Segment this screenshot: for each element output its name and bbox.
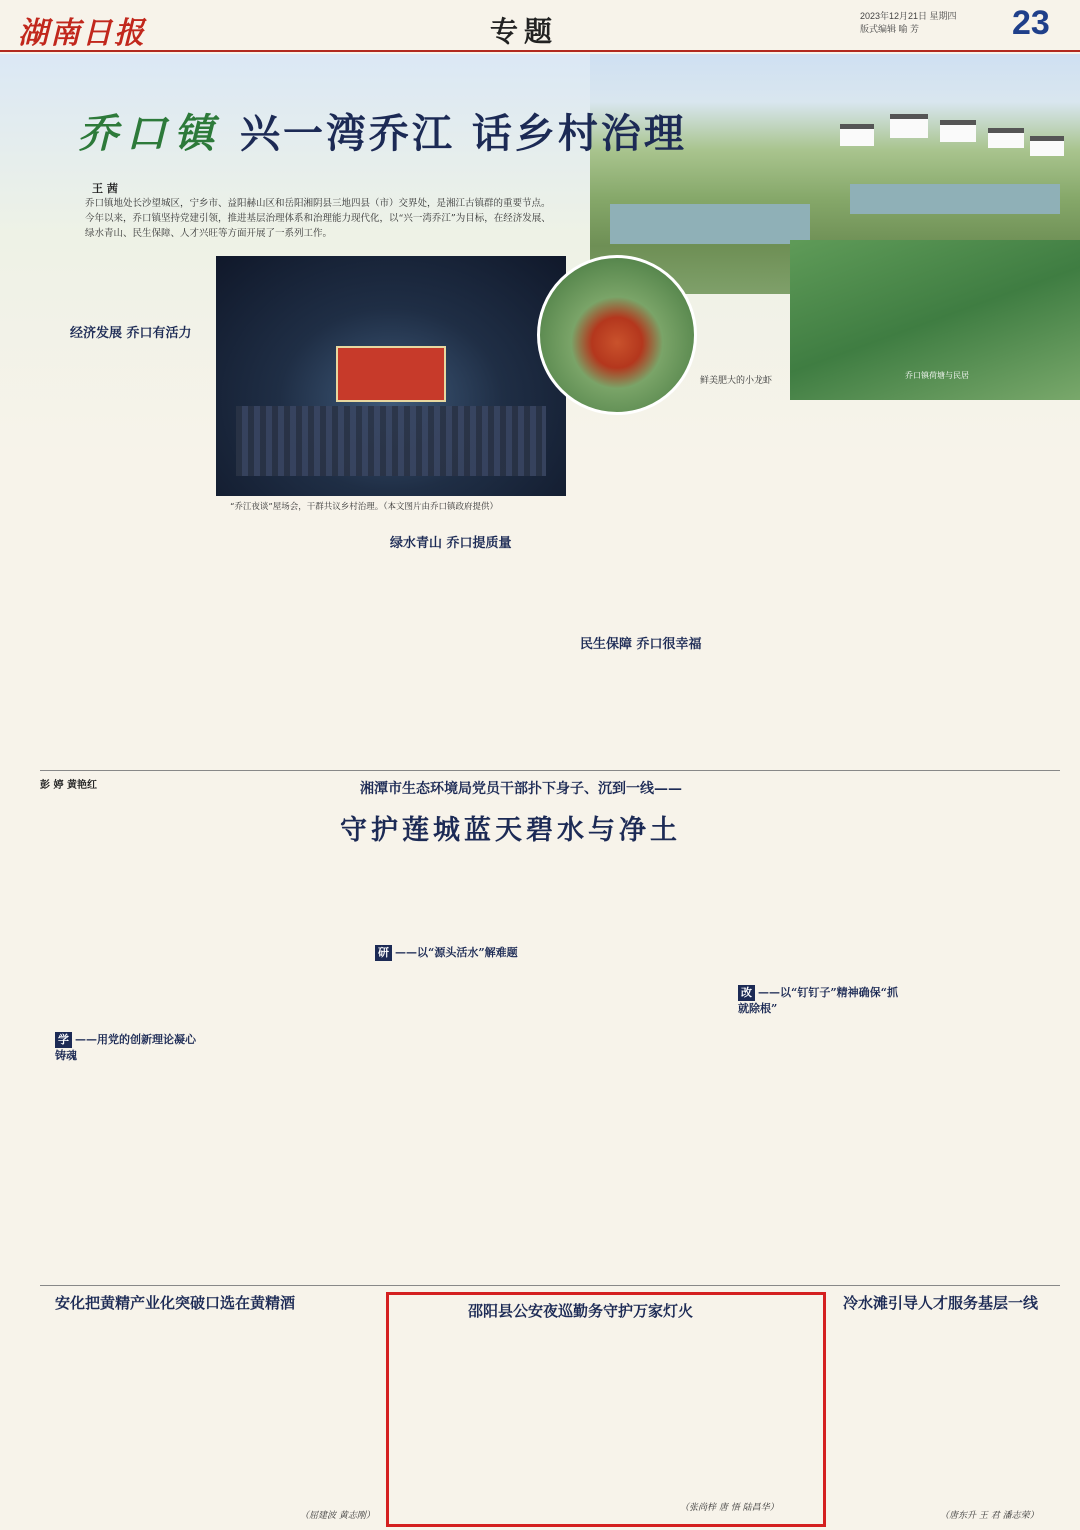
stage-screen <box>336 346 446 402</box>
side-head-study <box>55 1032 205 1064</box>
divider <box>40 770 1060 771</box>
night-photo-caption: “乔江夜谈”屋场会，干群共议乡村治理。（本文图片由乔口镇政府提供） <box>230 502 498 512</box>
middle-title: 守护莲城蓝天碧水与净土 <box>340 815 681 846</box>
page-number: 23 <box>1012 4 1050 42</box>
feature-title-brush: 乔口镇 <box>78 110 222 157</box>
section-title: 专题 <box>490 15 559 48</box>
side-head-text: ——以“钉钉子”精神确保“抓就除根” <box>738 986 898 1015</box>
pond-shape <box>610 204 810 244</box>
crayfish-caption: 鲜美肥大的小龙虾 <box>700 376 773 386</box>
crayfish-photo <box>537 255 697 415</box>
night-meeting-photo <box>216 256 566 496</box>
feature-author: 王 茜 <box>92 182 118 195</box>
section-head-green: 绿水青山 乔口提质量 <box>390 536 512 551</box>
byline-left: （屈建波 黄志刚） <box>300 1511 375 1521</box>
side-head-box: 学 <box>55 1032 72 1048</box>
side-head-reform <box>738 985 898 1017</box>
article-title-shaoyang: 邵阳县公安夜巡勤务守护万家灯火 <box>468 1302 694 1320</box>
section-head-welfare: 民生保障 乔口很幸福 <box>580 637 702 652</box>
lotus-caption: 乔口镇荷塘与民居 <box>905 371 969 380</box>
side-head-text: ——以“源头活水”解难题 <box>395 946 518 959</box>
house-shape <box>1030 136 1064 156</box>
side-head-text: ——用党的创新理论凝心铸魂 <box>55 1033 196 1062</box>
section-head-economy: 经济发展 乔口有活力 <box>70 326 192 341</box>
middle-author: 彭 婷 黄艳红 <box>40 780 97 791</box>
house-shape <box>940 120 976 142</box>
divider <box>40 1285 1060 1286</box>
byline-right: （唐东升 王 君 潘志荣） <box>940 1511 1039 1521</box>
newspaper-logo: 湖南日报 <box>18 16 146 51</box>
dateline <box>860 10 980 36</box>
highlight-box <box>386 1292 826 1527</box>
masthead <box>0 0 1080 52</box>
feature-title-main: 兴一湾乔江 话乡村治理 <box>240 110 687 157</box>
issue-date: 2023年12月21日 星期四 <box>860 11 957 21</box>
side-head-research <box>375 945 525 961</box>
house-shape <box>890 114 928 138</box>
side-head-box: 改 <box>738 985 755 1001</box>
article-title-anhua: 安化把黄精产业化突破口选在黄精酒 <box>55 1294 296 1312</box>
pond-shape <box>850 184 1060 214</box>
feature-title <box>78 102 687 159</box>
crowd-shape <box>236 406 546 476</box>
editor-line: 版式编辑 喻 芳 <box>860 24 920 34</box>
middle-subtitle: 湘潭市生态环境局党员干部扑下身子、沉到一线—— <box>360 781 682 797</box>
house-shape <box>988 128 1024 148</box>
side-head-box: 研 <box>375 945 392 961</box>
house-shape <box>840 124 874 146</box>
article-title-lengshuitan: 冷水滩引导人才服务基层一线 <box>843 1294 1039 1312</box>
byline-center: （张尚梓 唐 悟 陆昌华） <box>680 1503 779 1513</box>
feature-intro: 乔口镇地处长沙望城区，宁乡市、益阳赫山区和岳阳湘阴县三地四县（市）交界处，是湘江古镇群的重要节点。今年以来，乔口镇坚持党建引领，推进基层治理体系和治理能力现代化，以“兴一湾乔江”为目标，在经济发展、绿水青山、民生保障、人才兴旺等方面开展了一系列工作。 <box>85 198 551 239</box>
